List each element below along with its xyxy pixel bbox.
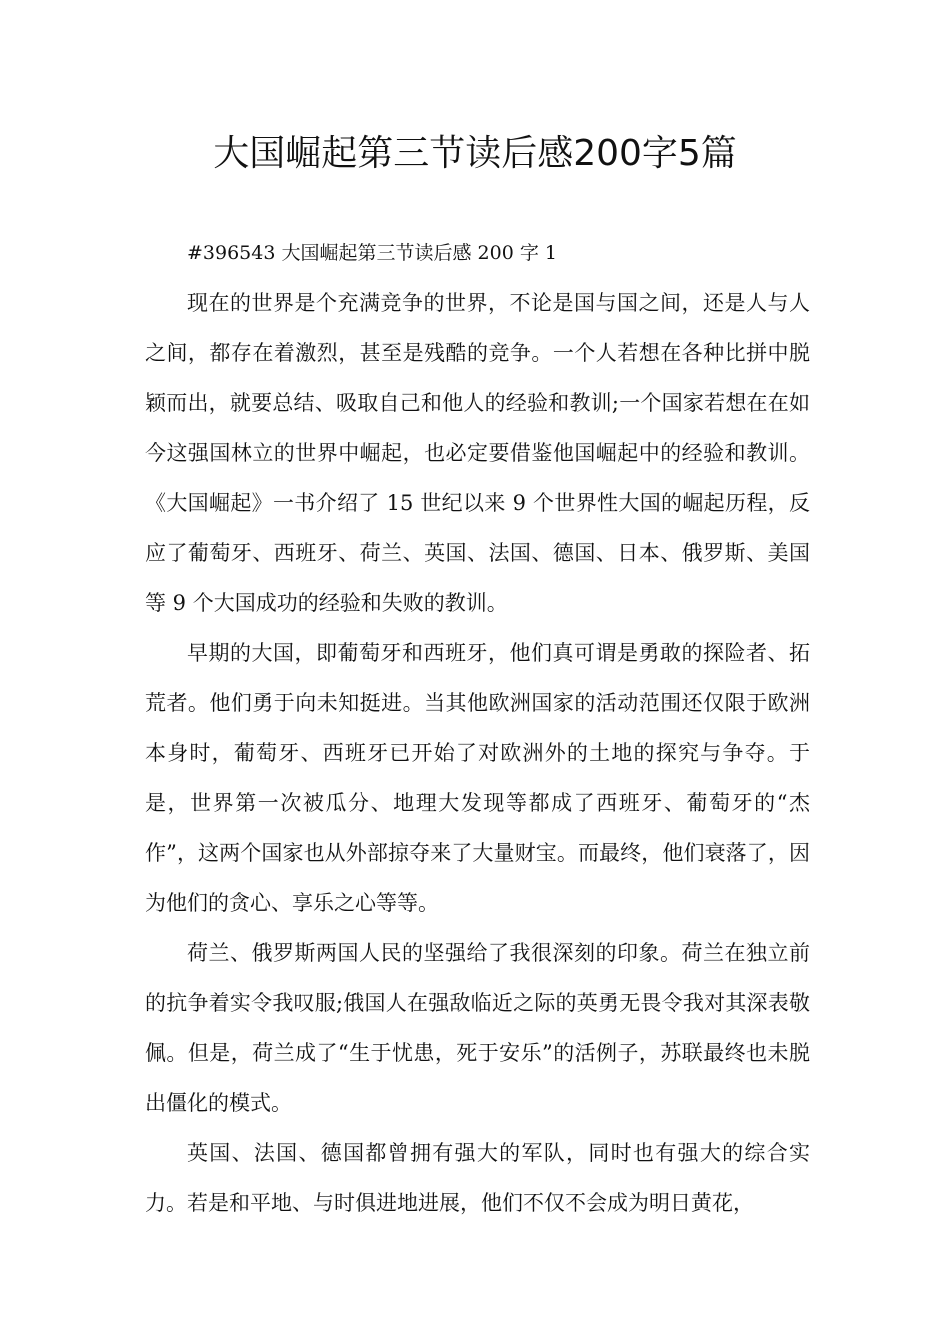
paragraph-1: 现在的世界是个充满竞争的世界，不论是国与国之间，还是人与人之间，都存在着激烈，甚至是残酷的竞争。一个人若想在各种比拼中脱颖而出，就要总结、吸取自己和他人的经验和教训;一个国家若想在在如今这强国林立的世界中崛起，也必定要借鉴他国崛起中的经验和教训。《大国崛起》一书介绍了 15 世纪以来 9 个世界性大国的崛起历程，反应了葡萄牙、西班牙、荷兰、英国、法国、德国、日本、俄罗斯、美国等 9 个大国成功的经验和失败的教训。 <box>145 291 810 615</box>
section-heading: #396543 大国崛起第三节读后感 200 字 1 <box>187 242 557 264</box>
paragraph-3: 荷兰、俄罗斯两国人民的坚强给了我很深刻的印象。荷兰在独立前的抗争着实令我叹服;俄国人在强敌临近之际的英勇无畏令我对其深表敬佩。但是，荷兰成了“生于忧患，死于安乐”的活例子，苏联最终也未脱出僵化的模式。 <box>145 941 810 1115</box>
document-body <box>145 228 810 1228</box>
paragraph-4: 英国、法国、德国都曾拥有强大的军队，同时也有强大的综合实力。若是和平地、与时俱进地进展，他们不仅不会成为明日黄花， <box>145 1141 810 1215</box>
document-title: 大国崛起第三节读后感200字5篇 <box>213 133 737 174</box>
paragraph-2: 早期的大国，即葡萄牙和西班牙，他们真可谓是勇敢的探险者、拓荒者。他们勇于向未知挺进。当其他欧洲国家的活动范围还仅限于欧洲本身时，葡萄牙、西班牙已开始了对欧洲外的土地的探究与争夺。于是，世界第一次被瓜分、地理大发现等都成了西班牙、葡萄牙的“杰作”，这两个国家也从外部掠夺来了大量财宝。而最终，他们衰落了，因为他们的贪心、享乐之心等等。 <box>145 641 810 915</box>
